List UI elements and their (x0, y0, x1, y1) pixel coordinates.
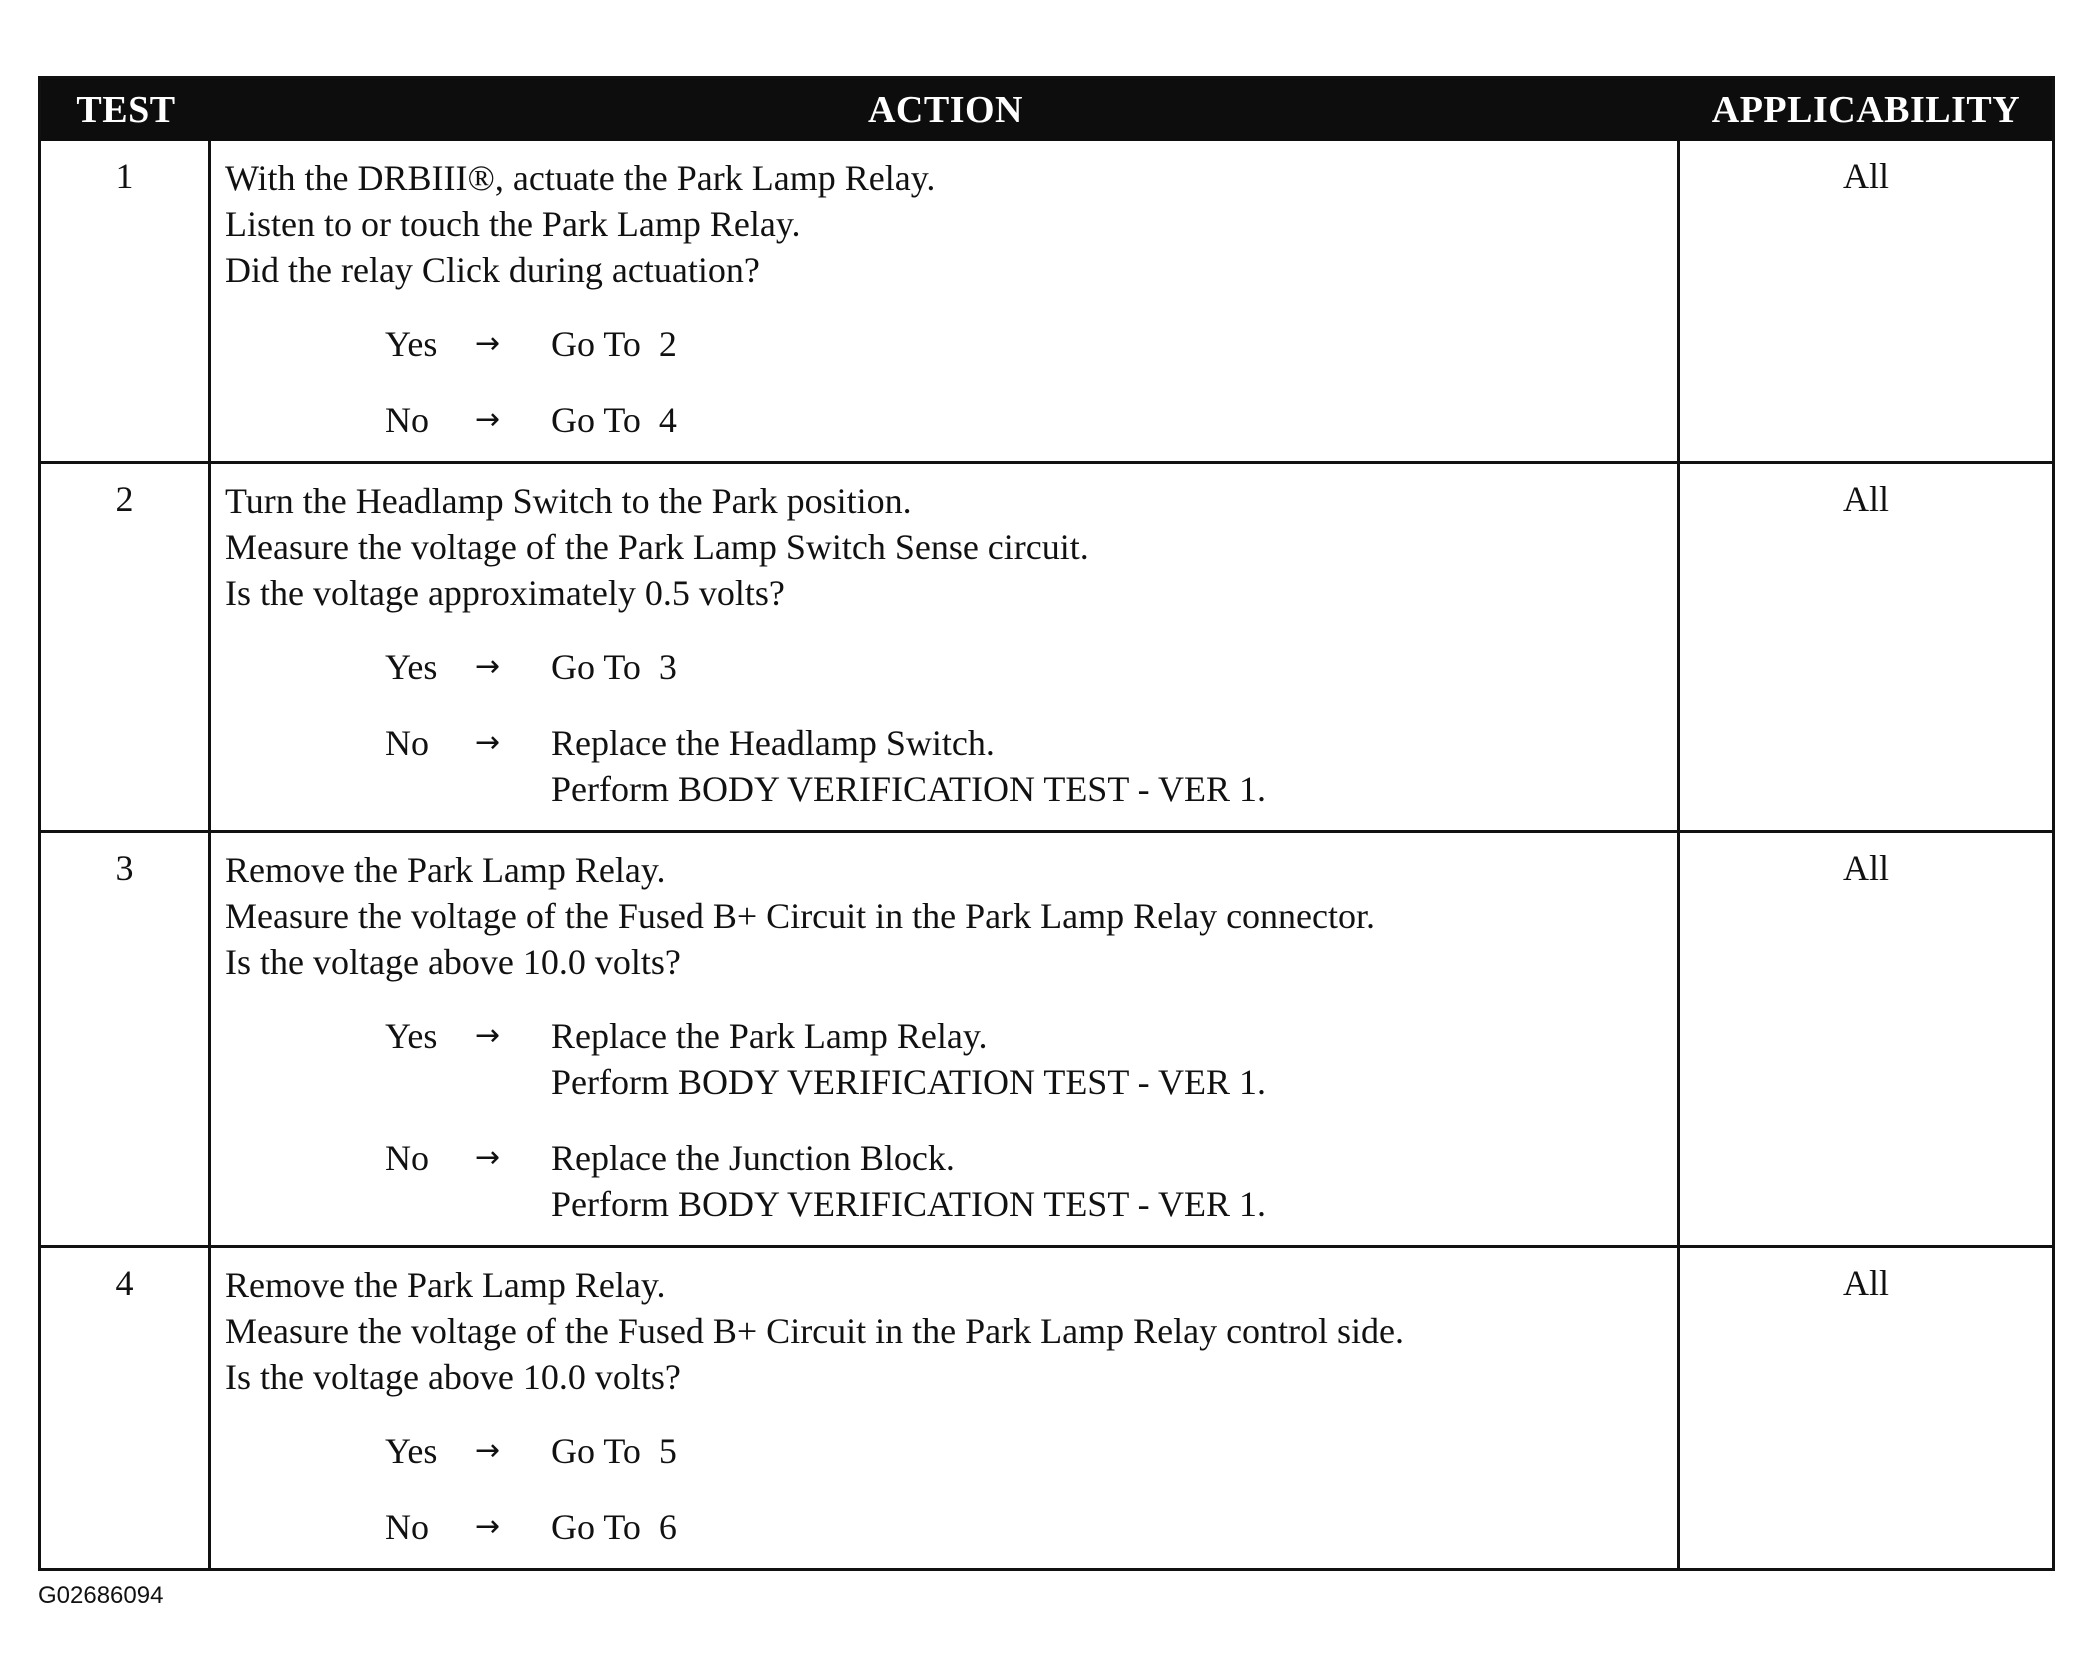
outcome-answer: Yes (385, 647, 438, 687)
result-line: Perform BODY VERIFICATION TEST - VER 1. (551, 1184, 1267, 1224)
right-arrow-icon: → (475, 326, 501, 361)
outcomes (225, 1013, 1677, 1227)
action-step: Listen to or touch the Park Lamp Relay. (225, 204, 801, 244)
header-applicability: APPLICABILITY (1711, 89, 2021, 131)
action-step: Is the voltage approximately 0.5 volts? (225, 573, 785, 613)
right-arrow-icon: → (475, 402, 501, 437)
outcome-yes (385, 644, 1677, 690)
test-number: 2 (41, 464, 211, 830)
outcome-yes (385, 321, 1677, 367)
outcome-result (551, 1504, 1677, 1550)
outcome-answer: No (385, 723, 429, 763)
action-cell (211, 464, 1680, 830)
result-line: Go To 3 (551, 647, 677, 687)
outcome-result (551, 321, 1677, 367)
right-arrow-icon: → (475, 1140, 501, 1175)
outcome-answer: Yes (385, 324, 438, 364)
result-line: Go To 4 (551, 400, 677, 440)
result-line: Replace the Headlamp Switch. (551, 723, 995, 763)
table-body (41, 141, 2052, 1568)
action-cell (211, 833, 1680, 1245)
result-line: Replace the Park Lamp Relay. (551, 1016, 988, 1056)
outcome-result (551, 1013, 1677, 1105)
outcomes (225, 321, 1677, 443)
outcome-result (551, 397, 1677, 443)
test-number: 3 (41, 833, 211, 1245)
result-line: Go To 5 (551, 1431, 677, 1471)
action-step: Measure the voltage of the Fused B+ Circuit in the Park Lamp Relay control side. (225, 1311, 1405, 1351)
action-step: Remove the Park Lamp Relay. (225, 850, 666, 890)
result-line: Go To 6 (551, 1507, 677, 1547)
test-number: 4 (41, 1248, 211, 1568)
action-step: Did the relay Click during actuation? (225, 250, 760, 290)
outcome-answer: No (385, 1507, 429, 1547)
outcome-yes (385, 1428, 1677, 1474)
outcome-answer: Yes (385, 1016, 438, 1056)
result-line: Perform BODY VERIFICATION TEST - VER 1. (551, 769, 1267, 809)
table-header (41, 79, 2052, 141)
outcomes (225, 644, 1677, 812)
outcome-result (551, 1135, 1677, 1227)
result-line: Replace the Junction Block. (551, 1138, 955, 1178)
right-arrow-icon: → (475, 649, 501, 684)
action-step: Is the voltage above 10.0 volts? (225, 1357, 681, 1397)
figure-id: G02686094 (38, 1582, 164, 1609)
result-line: Perform BODY VERIFICATION TEST - VER 1. (551, 1062, 1267, 1102)
result-line: Go To 2 (551, 324, 677, 364)
outcomes (225, 1428, 1677, 1550)
outcome-yes (385, 1013, 1677, 1105)
action-step: Measure the voltage of the Park Lamp Switch Sense circuit. (225, 527, 1089, 567)
applicability-value: All (1842, 1263, 1889, 1303)
action-cell (211, 141, 1680, 461)
applicability-value: All (1842, 848, 1889, 888)
outcome-answer: Yes (385, 1431, 438, 1471)
applicability-value: All (1842, 156, 1889, 196)
header-test: TEST (76, 89, 176, 131)
header-action: ACTION (867, 89, 1024, 131)
applicability-value: All (1842, 479, 1889, 519)
outcome-result (551, 720, 1677, 812)
right-arrow-icon: → (475, 1018, 501, 1053)
table-row (41, 141, 2052, 461)
right-arrow-icon: → (475, 1509, 501, 1544)
outcome-answer: No (385, 1138, 429, 1178)
right-arrow-icon: → (475, 725, 501, 760)
outcome-no (385, 1504, 1677, 1550)
outcome-no (385, 720, 1677, 812)
right-arrow-icon: → (475, 1433, 501, 1468)
table-row (41, 1245, 2052, 1568)
action-step: With the DRBIII®, actuate the Park Lamp Relay. (225, 158, 936, 198)
action-step: Is the voltage above 10.0 volts? (225, 942, 681, 982)
test-number: 1 (41, 141, 211, 461)
diagnostic-test-table (38, 76, 2055, 1571)
outcome-no (385, 397, 1677, 443)
outcome-result (551, 644, 1677, 690)
table-row (41, 461, 2052, 830)
outcome-result (551, 1428, 1677, 1474)
action-step: Remove the Park Lamp Relay. (225, 1265, 666, 1305)
outcome-answer: No (385, 400, 429, 440)
outcome-no (385, 1135, 1677, 1227)
table-row (41, 830, 2052, 1245)
action-step: Turn the Headlamp Switch to the Park position. (225, 481, 912, 521)
action-cell (211, 1248, 1680, 1568)
action-step: Measure the voltage of the Fused B+ Circuit in the Park Lamp Relay connector. (225, 896, 1376, 936)
